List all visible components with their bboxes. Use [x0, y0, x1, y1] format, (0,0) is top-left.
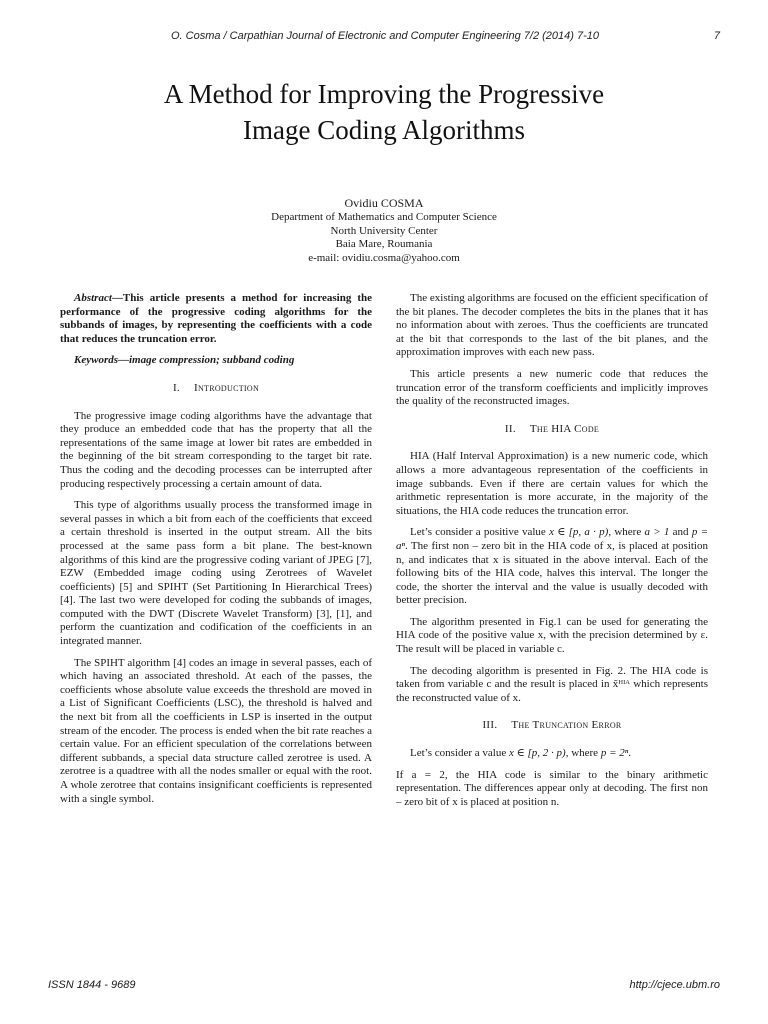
section-heading-truncation-error	[396, 719, 708, 733]
abstract-label: Abstract	[74, 292, 112, 304]
section-number: II.	[504, 422, 516, 435]
page-number: 7	[713, 30, 720, 42]
author-department: Department of Mathematics and Computer Science	[271, 211, 497, 223]
math-interval: x ∈ [p, a · p)	[549, 526, 609, 539]
section-number: III.	[482, 719, 498, 732]
section-heading-hia-code	[396, 423, 708, 437]
title-line-2: Image Coding Algorithms	[243, 115, 525, 145]
footer-issn: ISSN 1844 - 9689	[48, 979, 136, 991]
trunc-paragraph-1	[396, 747, 708, 761]
author-name: Ovidiu COSMA	[344, 196, 424, 210]
text-run: , where	[608, 526, 645, 539]
footer-url[interactable]: http://cjece.ubm.ro	[629, 979, 720, 991]
section-title: The Truncation Error	[511, 719, 622, 732]
section-title: The HIA Code	[529, 422, 600, 435]
text-run: . The first non – zero bit in the HIA code of x, is placed at position n, and indicates that x is situated in the above interval. Each of the following bits of the HIA code, halves this interval. The longer the code, the shorter the interval and the value is usually decoded with better precision.	[396, 539, 708, 607]
text-run: Let’s consider a value	[410, 747, 509, 760]
keywords: Keywords—image compression; subband coding	[74, 354, 295, 367]
hia-paragraph-1: HIA (Half Interval Approximation) is a new numeric code, which allows a more advantageous representation of the coefficients in image subbands. Even if there are certain values for which the arithmetic representation is more accurate, in the majority of the situations, the HIA code reduces the truncation error.	[396, 450, 708, 517]
hia-paragraph-4: The decoding algorithm is presented in Fig. 2. The HIA code is taken from variable c and the result is placed in x̃ᴴᴵᴬ which represents the reconstructed value of x.	[396, 664, 708, 704]
math-definition: p = 2ⁿ	[600, 747, 629, 760]
author-block	[184, 196, 584, 265]
left-column	[60, 292, 372, 814]
abstract	[60, 292, 372, 346]
section-heading-introduction	[60, 382, 372, 396]
math-interval: x ∈ [p, 2 · p)	[508, 747, 566, 760]
title-line-1: A Method for Improving the Progressive	[163, 79, 605, 109]
abstract-text: —This article presents a method for increasing the performance of the progressive coding algorithms for the subbands of images, by representing the coefficients with a code that reduces the truncation error.	[60, 292, 372, 345]
intro-paragraph-3: The SPIHT algorithm [4] codes an image in several passes, each of which having an associated threshold. At each of the passes, the coefficients whose absolute value exceeds the threshold are moved in a List of Significant Coefficients (LSC), the threshold is halved and the next bit from all the coefficients in LSP is inserted in the output stream of the encoder. The process is ended when the bit rate reaches a certain value. For an efficient speculation of the correlations between different subbands, a special data structure called zerotree is used. A zerotree is a quadtree with all the nodes smaller or equal with the root. A whole zerotree that contains insignificant coefficients is represented with a single symbol.	[60, 656, 372, 805]
intro-paragraph-1: The progressive image coding algorithms have the advantage that they produce an embedded code that has the property that all the representations of the same image at lower bit rates are embedded in the beginning of the bit stream corresponding to the target bit rate. Thus the coding and the decoding processes can be interrupted after producing respectively processing a certain amount of data.	[60, 409, 372, 490]
hia-paragraph-3: The algorithm presented in Fig.1 can be used for generating the HIA code of the positive value x, with the precision determined by ε. The result will be placed in variable c.	[396, 615, 708, 656]
hia-paragraph-2	[396, 526, 708, 608]
section-number: I.	[172, 381, 180, 394]
intro-paragraph-2: This type of algorithms usually process the transformed image in several passes in which a bit from each of the coefficients that exceed a certain threshold is inserted in the output stream. All the bits processed at the same pass form a bit plane. The best-known algorithms of this kind are the progressive coding variant of JPEG [7], EZW (Embedded image coding using Zerotrees of Wavelet coefficients) [5] and SPIHT (Set Partitioning In Hierarchical Trees) [4]. The last two were developed for coding the subbands of images, computed with the DWT (Discrete Wavelet Transform) [3], [1], and perform the cuantization and codification of the coefficients in an integrated manner.	[60, 499, 372, 648]
paper-title	[60, 76, 708, 148]
author-email[interactable]: e-mail: ovidiu.cosma@yahoo.com	[308, 251, 460, 264]
text-run: Let’s consider a positive value	[410, 526, 550, 539]
math-definition: p = aⁿ	[396, 526, 708, 552]
text-run: , where	[565, 747, 601, 760]
running-head: O. Cosma / Carpathian Journal of Electronic and Computer Engineering 7/2 (2014) 7-10	[170, 30, 599, 42]
intro-paragraph-5: This article presents a new numeric code that reduces the truncation error of the transform coefficients and implicitly improves the quality of the reconstructed images.	[396, 367, 708, 408]
section-title: Introduction	[193, 381, 260, 394]
author-city: Baia Mare, Roumania	[335, 238, 433, 250]
text-run: and	[669, 526, 692, 539]
intro-paragraph-4: The existing algorithms are focused on the efficient specification of the bit planes. The decoder completes the bits in the planes that it has no information about with zeroes. Thus the coefficients are truncated at the bit that corresponds to the last of the bit planes, and the approximation improves with each new pass.	[396, 292, 708, 359]
author-university: North University Center	[330, 224, 438, 237]
text-run: .	[628, 747, 631, 760]
math-condition: a > 1	[644, 526, 670, 539]
right-column	[396, 292, 708, 817]
trunc-paragraph-2: If a = 2, the HIA code is similar to the binary arithmetic representation. The differences appear only at decoding. The first non – zero bit of x is placed at position n.	[396, 768, 708, 808]
